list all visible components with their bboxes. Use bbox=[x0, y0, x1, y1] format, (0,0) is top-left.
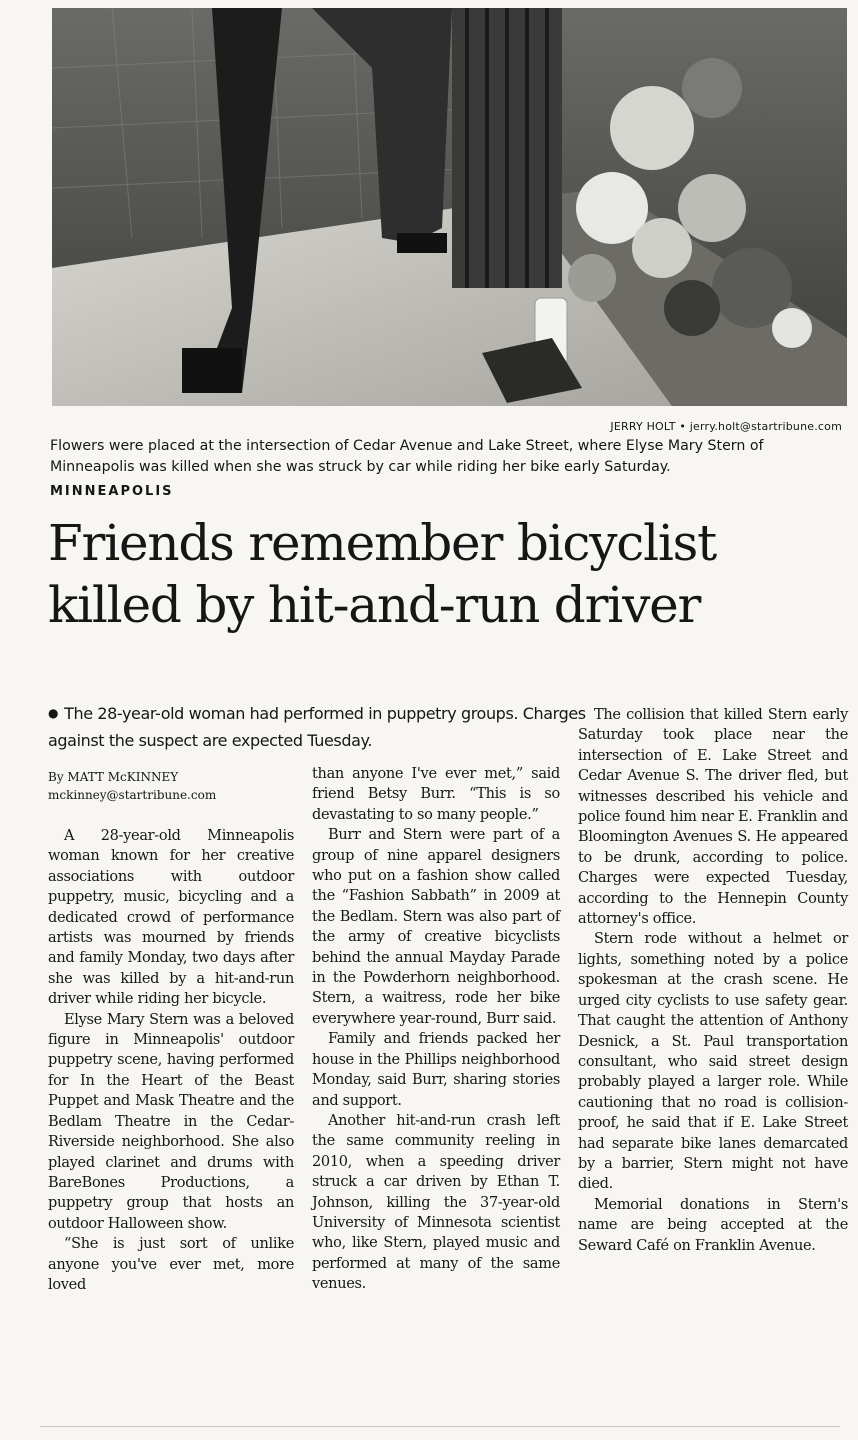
paragraph: A 28-year-old Minneapolis woman known for her creative associations with outdoor puppetry, music, bicycling and a dedicated crowd of performance artists was mourned by friends and family Monday, two days after she was killed by a hit-and-run driver while riding her bicycle. bbox=[48, 828, 294, 1008]
byline bbox=[48, 768, 216, 804]
headline bbox=[48, 512, 848, 636]
photo-caption: Flowers were placed at the intersection of Cedar Avenue and Lake Street, where Elyse Mary Stern of Minneapolis was killed when she was struck by car while riding her bike early Saturday. bbox=[50, 438, 764, 475]
article-column-3 bbox=[578, 705, 848, 1256]
photo-credit: JERRY HOLT • jerry.holt@startribune.com bbox=[610, 420, 842, 433]
article-column-1 bbox=[48, 826, 294, 1295]
paragraph: Another hit-and-run crash left the same community reeling in 2010, when a speeding driver struck a car driven by Ethan T. Johnson, killing the 37-year-old University of Minnesota scientist who, like Stern, played music and performed at many of the same venues. bbox=[312, 1112, 560, 1293]
paragraph: The collision that killed Stern early Saturday took place near the intersection of E. Lake Street and Cedar Avenue S. The driver fled, but witnesses described his vehicle and police found him near E. Franklin and Bloomington Avenues S. He appeared to be drunk, according to police. Charges were expected Tuesday, according to the Hennepin County attorney's office. bbox=[578, 707, 848, 928]
paragraph-continued: than anyone I've ever met,” said friend Betsy Burr. “This is so devastating to so many people.” bbox=[312, 766, 560, 823]
bottom-divider bbox=[40, 1426, 840, 1427]
memorial-photo bbox=[52, 8, 847, 406]
dateline: MINNEAPOLIS bbox=[50, 484, 174, 499]
paragraph: Memorial donations in Stern's name are being accepted at the Seward Café on Franklin Avenue. bbox=[578, 1196, 848, 1254]
bullet-icon: ● bbox=[48, 706, 59, 720]
headline-line-2: killed by hit-and-run driver bbox=[48, 576, 701, 634]
paragraph: Elyse Mary Stern was a beloved figure in Minneapolis' outdoor puppetry scene, having performed for In the Heart of the Beast Puppet and Mask Theatre and the Bedlam Theatre in the Cedar-Riverside neighborhood. She also played clarinet and drums with BareBones Productions, a puppetry group that hosts an outdoor Halloween show. bbox=[48, 1011, 294, 1232]
paragraph: Family and friends packed her house in the Phillips neighborhood Monday, said Burr, sharing stories and support. bbox=[312, 1031, 560, 1109]
paragraph: Stern rode without a helmet or lights, something noted by a police spokesman at the crash scene. He urged city cyclists to use safety gear. That caught the attention of Anthony Desnick, a St. Paul transportation consultant, who said street design probably played a larger role. While cautioning that no road is collision-proof, he said that if E. Lake Street had separate bike lanes demarcated by a barrier, Stern might not have died. bbox=[578, 931, 848, 1193]
byline-author: By MATT McKINNEY bbox=[48, 770, 179, 784]
byline-email: mckinney@startribune.com bbox=[48, 788, 217, 802]
article-column-2 bbox=[312, 764, 560, 1295]
paragraph: Burr and Stern were part of a group of nine apparel designers who put on a fashion show called the “Fashion Sabbath” in 2009 at the Bedlam. Stern was also part of the army of creative bicyclists behind the annual Mayday Parade in the Powderhorn neighborhood. Stern, a waitress, rode her bike everywhere year-round, Burr said. bbox=[312, 827, 560, 1027]
photo-illustration bbox=[52, 8, 847, 406]
deck-summary bbox=[48, 700, 598, 754]
paragraph: “She is just sort of unlike anyone you've ever met, more loved bbox=[48, 1236, 294, 1293]
deck-text: The 28-year-old woman had performed in puppetry groups. Charges against the suspect are expected Tuesday. bbox=[48, 704, 586, 750]
headline-line-1: Friends remember bicyclist bbox=[48, 514, 717, 572]
